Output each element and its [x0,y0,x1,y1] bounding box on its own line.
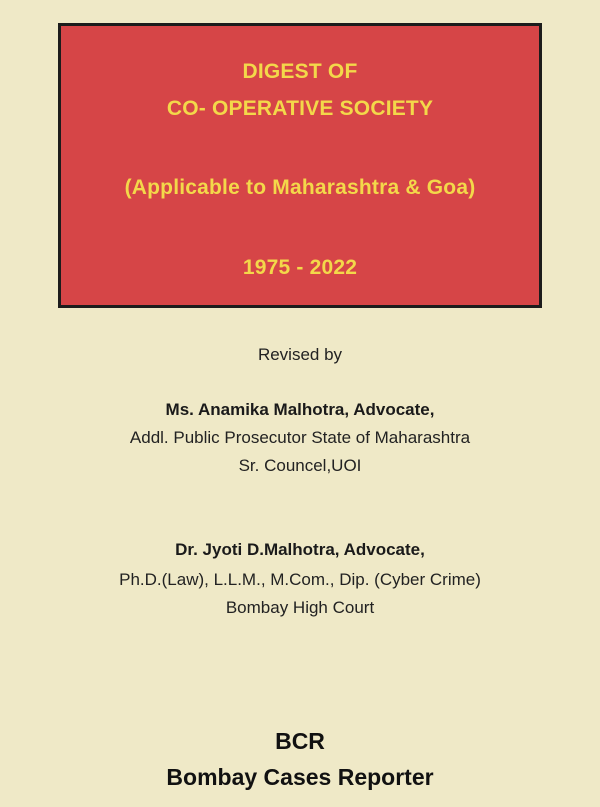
title-line-1: DIGEST OF [242,60,358,83]
title-line-2: CO- OPERATIVE SOCIETY [166,97,434,120]
author-2-court: Bombay High Court [225,598,375,617]
author-1-subtitle: Sr. Councel,UOI [238,456,362,475]
revised-by-label: Revised by [257,345,343,364]
author-2-qualifications: Ph.D.(Law), L.L.M., M.Com., Dip. (Cyber Crime) [119,570,481,589]
publisher-abbreviation: BCR [275,728,325,754]
title-box [58,23,542,308]
year-range: 1975 - 2022 [242,256,358,279]
author-1-name: Ms. Anamika Malhotra, Advocate, [165,400,435,419]
subtitle: (Applicable to Maharashtra & Goa) [124,176,476,199]
author-1-title: Addl. Public Prosecutor State of Maharashtra [129,428,471,447]
author-2-name: Dr. Jyoti D.Malhotra, Advocate, [175,540,425,559]
publisher-name: Bombay Cases Reporter [166,764,434,790]
